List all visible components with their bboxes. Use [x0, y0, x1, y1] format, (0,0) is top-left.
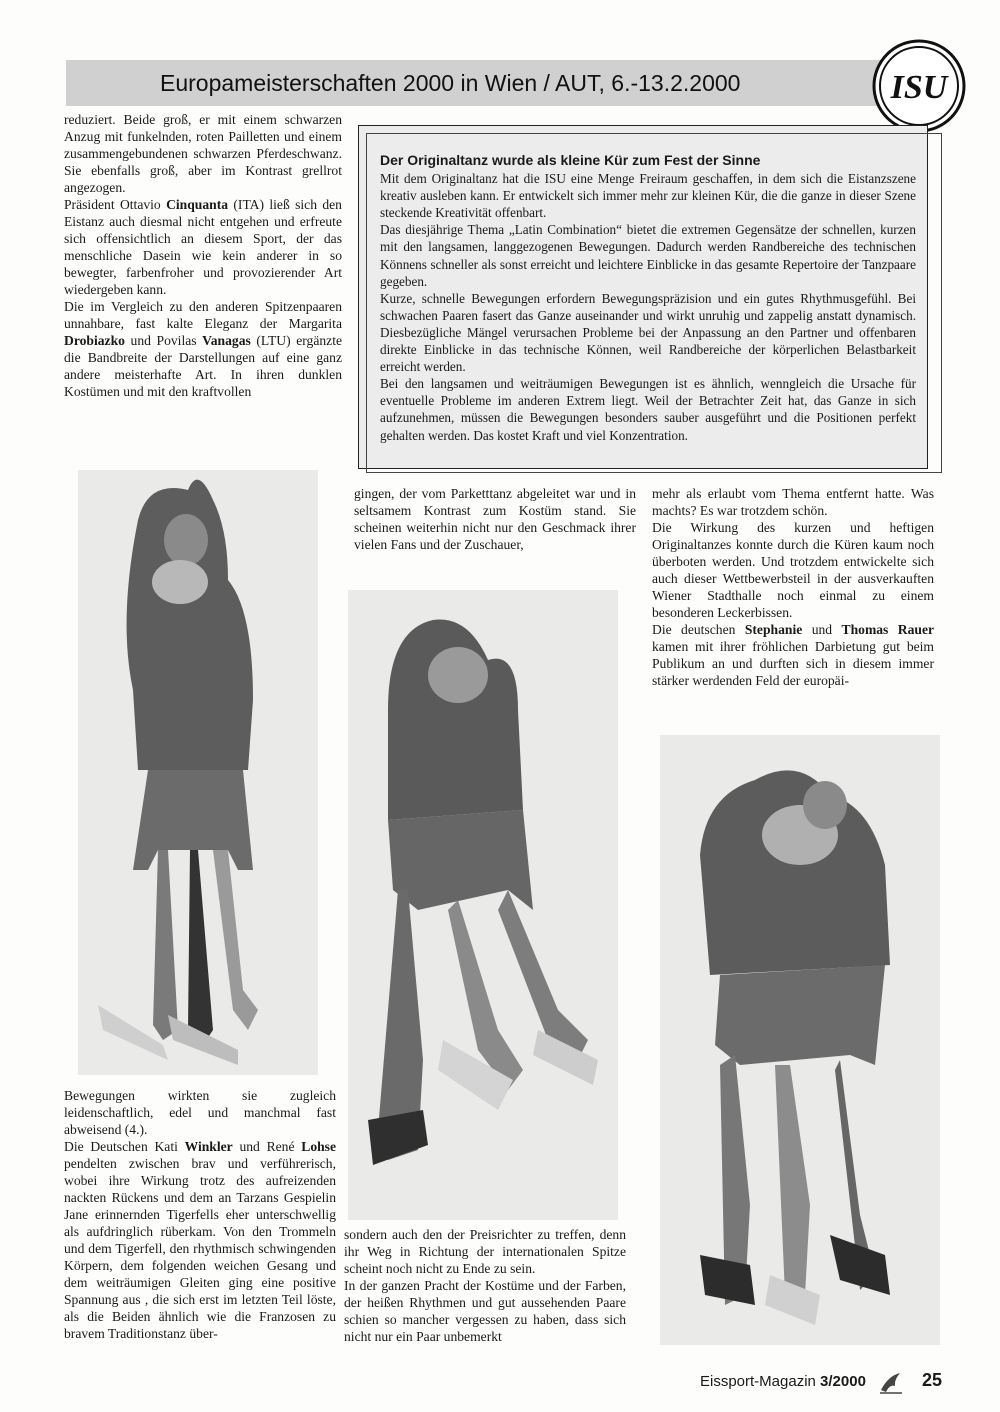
issue-number: 3/2000	[820, 1373, 866, 1390]
paragraph: Mit dem Originaltanz hat die ISU eine Menge Freiraum geschaffen, in dem sich die Eistanzszene kreativ ausleben kann. Er entwickelt sich immer mehr zur kleinen Kür, die die ganze in dieser Szene steckende Kreativität offenbart.	[380, 171, 916, 221]
page-number: 25	[922, 1370, 943, 1390]
paragraph: Präsident Ottavio Cinquanta (ITA) ließ sich den Eistanz auch diesmal nicht entgehen und erfreute sich offensichtlich an diesem Sport, der das menschliche Dasein wie kein anderer in so bewegter, farbenfroher und provozierender Art wiedergeben kann.	[64, 197, 342, 297]
article-column-1	[64, 111, 342, 400]
info-box-heading: Der Originaltanz wurde als kleine Kür zum Fest der Sinne	[380, 152, 761, 168]
paragraph: Die deutschen Stephanie und Thomas Rauer kamen mit ihrer fröhlichen Darbietung gut beim Publikum an und durften sich in diesem immer stärker werdenden Feld der europäi-	[652, 622, 935, 688]
photo-skaters-3	[660, 735, 940, 1345]
paragraph: gingen, der vom Parketttanz abgeleitet war und in seltsamem Kontrast zum Kostüm stand. Sie scheinen weiterhin nicht nur den Geschmack ihrer vielen Fans und der Zuschauer,	[354, 486, 636, 552]
paragraph: Bei den langsamen und weiträumigen Bewegungen ist es ähnlich, wenngleich die Ursache für eventuelle Probleme im anderen Extrem liegt. Weil der Betrachter Zeit hat, das Ganze in sich aufzunehmen, müssen die Bewegungen besonders sauber ausgeführt und die Positionen perfekt gehalten werden. Das kostet Kraft und viel Konzentration.	[380, 376, 916, 443]
isu-logo-text: ISU	[890, 69, 948, 106]
article-column-2	[354, 485, 636, 553]
paragraph: mehr als erlaubt vom Thema entfernt hatte. Was machts? Es war trotzdem schön.	[652, 486, 934, 518]
photo-skaters-1	[78, 470, 318, 1075]
paragraph: Bewegungen wirkten sie zugleich leidenschaftlich, edel und manchmal fast abweisend (4.).	[64, 1088, 336, 1137]
article-column-2-bottom	[344, 1226, 626, 1345]
paragraph: In der ganzen Pracht der Kostüme und der Farben, der heißen Rhythmen und gut aussehenden Paare schien so mancher vergessen zu haben, dass sich nicht nur ein Paar unbemerkt	[344, 1278, 626, 1344]
photo-skaters-2	[348, 590, 618, 1220]
article-column-3	[652, 485, 934, 689]
paragraph: Die Deutschen Kati Winkler und René Lohse pendelten zwischen brav und verführerisch, wobei ihre Wirkung trotz des aufreizenden nackten Rückens und dem an Tarzans Gespielin Jane erinnernden Tigerfells eher unterschwellig als aufdringlich rüberkam. Von den Trommeln und dem Tigerfell, den rhythmisch schwingenden Körpern, dem folgenden weichen Gesang und dem weiträumigen Gleiten ging eine positive Spannung aus , die sich erst im letzten Teil löste, als die Beiden ähnlich wie die Franzosen zu bravem Traditionstanz über-	[64, 1139, 336, 1341]
paragraph: Das diesjährige Thema „Latin Combination“ bietet die extremen Gegensätze der schnellen, kurzen mit den langsamen, langgezogenen Bewegungen. Dadurch werden Randbereiche des technischen Könnens schneller als sonst erreicht und leichtere Einblicke in das gesamte Repertoire der Tanzpaare gegeben.	[380, 222, 916, 289]
paragraph: Die Wirkung des kurzen und heftigen Originaltanzes konnte durch die Küren kaum noch überboten werden. Und trotzdem entwickelte sich auch dieser Wettbewerbsteil in der ausverkauften Wiener Stadthalle noch einmal zu einem besonderen Leckerbissen.	[652, 520, 934, 620]
isu-logo	[871, 38, 967, 134]
paragraph: reduziert. Beide groß, er mit einem schwarzen Anzug mit funkelnden, roten Pailletten und einem zusammengebundenen schwarzen Pferdeschwanz. Sie ebenfalls groß, aber im Kontrast grellrot angezogen.	[64, 112, 342, 195]
page-title: Europameisterschaften 2000 in Wien / AUT, 6.-13.2.2000	[160, 70, 741, 96]
article-column-1-bottom	[64, 1087, 336, 1342]
page-footer	[700, 1370, 950, 1400]
magazine-name: Eissport-Magazin 3/2000	[700, 1373, 866, 1390]
paragraph: Die im Vergleich zu den anderen Spitzenpaaren unnahbare, fast kalte Eleganz der Margarita Drobiazko und Povilas Vanagas (LTU) ergänzte die Bandbreite der Darstellungen auf eine ganz andere meisterhafte Art. In ihren dunklen Kostümen und mit den kraftvollen	[64, 299, 342, 399]
paragraph: Kurze, schnelle Bewegungen erfordern Bewegungspräzision und ein gutes Rhythmusgefühl. Bei schwachen Paaren fasert das Ganze auseinander und wirkt unruhig und zappelig anstatt dynamisch. Diesbezügliche Mängel verursachen Probleme bei der Anpassung an den Partner und offenbaren direkte Einblicke in das technische Können, weil Randbereiche der körperlichen Belastbarkeit erreicht werden.	[380, 290, 916, 375]
info-box-text	[380, 152, 916, 444]
paragraph: sondern auch den der Preisrichter zu treffen, denn ihr Weg in Richtung der internationalen Spitze scheint noch nicht zu Ende zu sein.	[344, 1227, 626, 1276]
magazine-bird-icon	[878, 1370, 904, 1396]
